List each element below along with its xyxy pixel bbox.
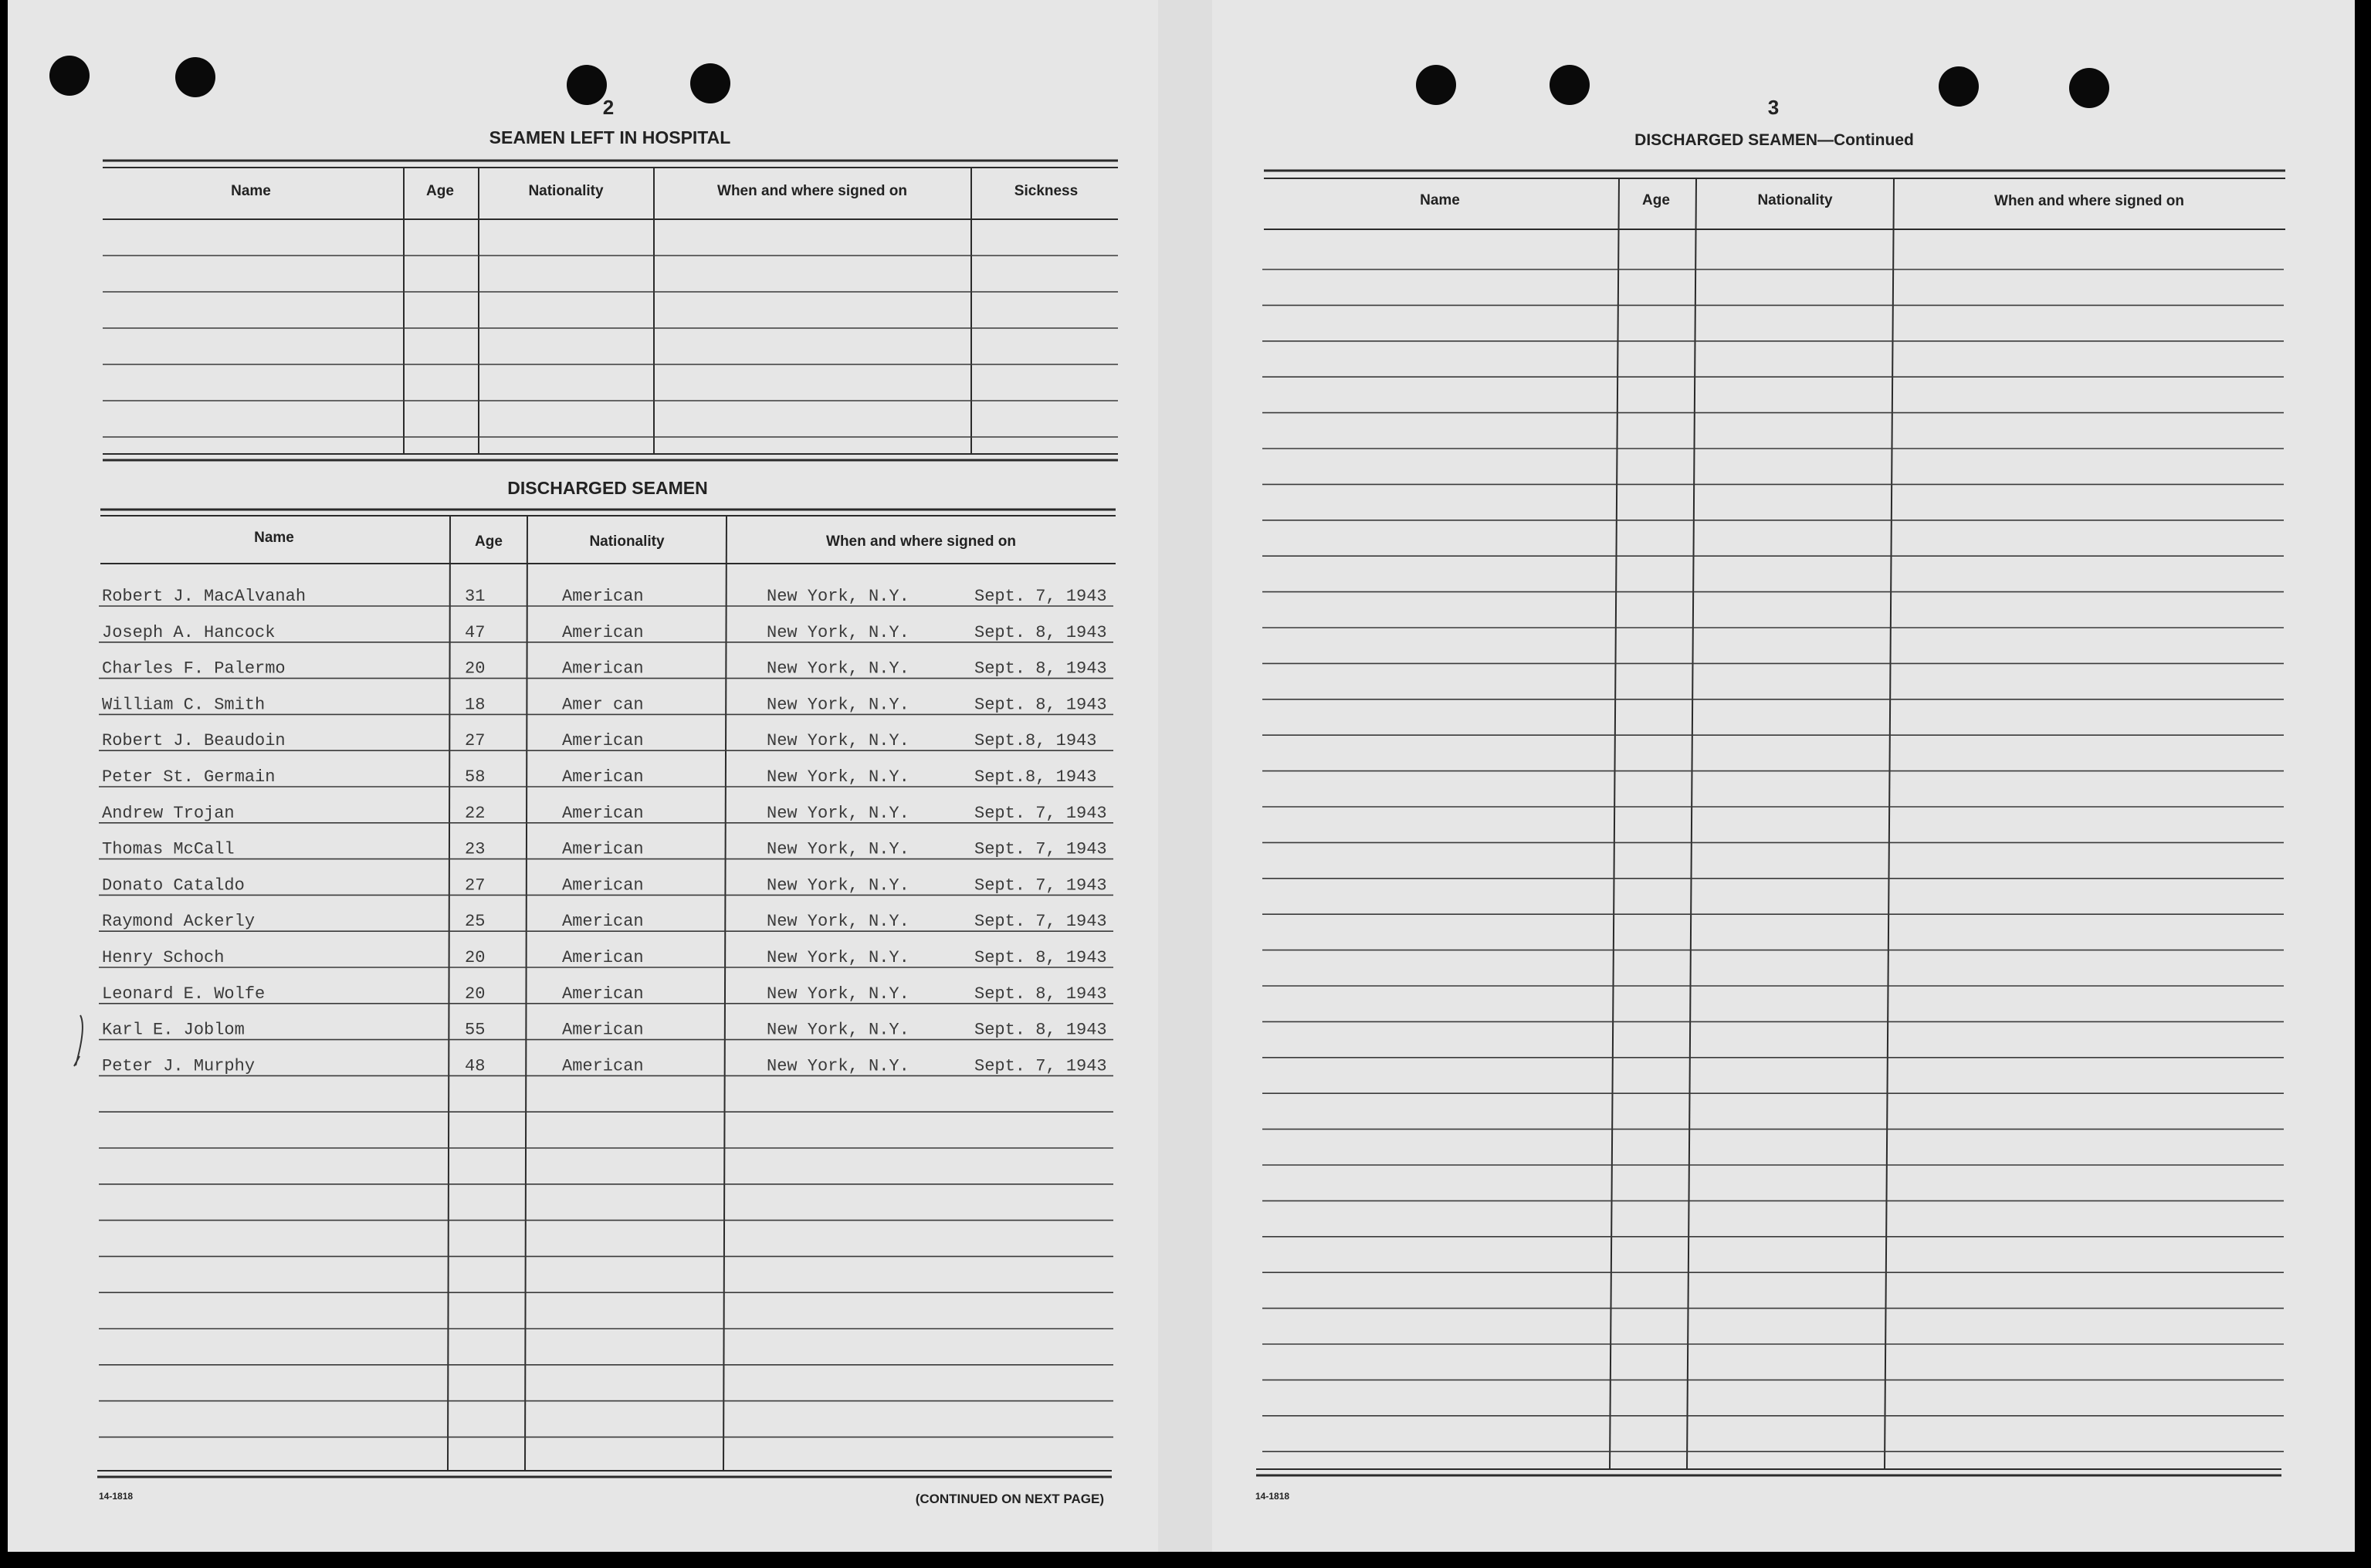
seaman-name: William C. Smith bbox=[102, 695, 266, 715]
continued-section-title: DISCHARGED SEAMEN—Continued bbox=[1634, 131, 1914, 149]
seaman-age: 31 bbox=[465, 587, 486, 606]
signed-on-date: Sept.8, 1943 bbox=[974, 767, 1097, 787]
signed-on-date: Sept. 8, 1943 bbox=[974, 695, 1107, 715]
column-header-name: Name bbox=[1420, 192, 1460, 208]
punch-hole bbox=[1416, 65, 1456, 105]
signed-on-date: Sept. 7, 1943 bbox=[974, 1056, 1107, 1076]
signed-on-place: New York, N.Y. bbox=[767, 1056, 909, 1076]
column-header-age: Age bbox=[1642, 192, 1670, 208]
seaman-name: Robert J. MacAlvanah bbox=[102, 587, 307, 606]
seaman-age: 27 bbox=[465, 875, 486, 896]
seaman-nationality: American bbox=[562, 839, 644, 859]
seaman-name: Andrew Trojan bbox=[102, 803, 235, 823]
hospital-section-title: SEAMEN LEFT IN HOSPITAL bbox=[489, 127, 731, 147]
seaman-name: Raymond Ackerly bbox=[102, 912, 256, 932]
seaman-age: 20 bbox=[465, 948, 486, 967]
seaman-name: Charles F. Palermo bbox=[102, 659, 286, 679]
seaman-nationality: American bbox=[562, 767, 644, 787]
signed-on-place: New York, N.Y. bbox=[767, 587, 909, 606]
column-header-sickness: Sickness bbox=[1014, 183, 1079, 199]
seaman-nationality: American bbox=[562, 912, 644, 932]
seaman-nationality: American bbox=[562, 948, 644, 967]
column-header-when-where: When and where signed on bbox=[717, 183, 907, 199]
signed-on-place: New York, N.Y. bbox=[767, 875, 909, 896]
seaman-age: 20 bbox=[465, 659, 486, 679]
seaman-nationality: American bbox=[562, 659, 644, 679]
seaman-nationality: American bbox=[562, 875, 644, 896]
punch-hole bbox=[2069, 68, 2109, 108]
punch-hole bbox=[1550, 65, 1590, 105]
signed-on-place: New York, N.Y. bbox=[767, 803, 909, 823]
page-fold-shadow bbox=[1158, 0, 1212, 1552]
discharged-section-title: DISCHARGED SEAMEN bbox=[507, 478, 708, 498]
signed-on-place: New York, N.Y. bbox=[767, 659, 909, 679]
seaman-age: 18 bbox=[465, 695, 486, 715]
signed-on-date: Sept. 7, 1943 bbox=[974, 839, 1107, 859]
seaman-age: 20 bbox=[465, 984, 486, 1004]
column-header-age: Age bbox=[426, 183, 454, 199]
seaman-nationality: American bbox=[562, 803, 644, 823]
signed-on-place: New York, N.Y. bbox=[767, 622, 909, 642]
signed-on-place: New York, N.Y. bbox=[767, 695, 909, 715]
signed-on-place: New York, N.Y. bbox=[767, 948, 909, 967]
seaman-nationality: American bbox=[562, 984, 644, 1004]
signed-on-place: New York, N.Y. bbox=[767, 912, 909, 932]
column-header-name: Name bbox=[254, 530, 294, 546]
seaman-age: 48 bbox=[465, 1056, 486, 1076]
seaman-nationality: American bbox=[562, 1020, 644, 1040]
punch-hole bbox=[49, 56, 90, 96]
signed-on-date: Sept. 8, 1943 bbox=[974, 1020, 1107, 1040]
seaman-age: 55 bbox=[465, 1020, 486, 1040]
seaman-nationality: Amer can bbox=[562, 695, 644, 715]
signed-on-place: New York, N.Y. bbox=[767, 839, 909, 859]
column-header-nationality: Nationality bbox=[528, 183, 604, 199]
signed-on-date: Sept. 7, 1943 bbox=[974, 875, 1107, 896]
seaman-nationality: American bbox=[562, 1056, 644, 1076]
seaman-name: Leonard E. Wolfe bbox=[102, 984, 266, 1004]
seaman-name: Robert J. Beaudoin bbox=[102, 731, 286, 751]
form-number: 14-1818 bbox=[1255, 1491, 1290, 1502]
page-number: 2 bbox=[602, 96, 615, 119]
seaman-name: Joseph A. Hancock bbox=[102, 622, 276, 642]
seaman-nationality: American bbox=[562, 622, 644, 642]
seaman-age: 22 bbox=[465, 803, 486, 823]
seaman-age: 23 bbox=[465, 839, 486, 859]
seaman-name: Peter J. Murphy bbox=[102, 1056, 256, 1076]
form-number: 14-1818 bbox=[99, 1491, 134, 1502]
seaman-name: Karl E. Joblom bbox=[102, 1020, 245, 1040]
continued-note: (CONTINUED ON NEXT PAGE) bbox=[915, 1492, 1104, 1506]
column-header-age: Age bbox=[475, 533, 503, 550]
signed-on-place: New York, N.Y. bbox=[767, 731, 909, 751]
seaman-age: 25 bbox=[465, 912, 486, 932]
column-header-when-where: When and where signed on bbox=[826, 533, 1016, 550]
seaman-age: 27 bbox=[465, 731, 486, 751]
signed-on-date: Sept. 7, 1943 bbox=[974, 912, 1107, 932]
seaman-nationality: American bbox=[562, 731, 644, 751]
signed-on-place: New York, N.Y. bbox=[767, 984, 909, 1004]
signed-on-date: Sept.8, 1943 bbox=[974, 731, 1097, 751]
signed-on-date: Sept. 7, 1943 bbox=[974, 587, 1107, 606]
signed-on-place: New York, N.Y. bbox=[767, 1020, 909, 1040]
seaman-name: Donato Cataldo bbox=[102, 875, 245, 896]
column-header-nationality: Nationality bbox=[589, 533, 665, 550]
column-header-name: Name bbox=[231, 183, 271, 199]
punch-hole bbox=[567, 65, 607, 105]
punch-hole bbox=[690, 63, 730, 103]
signed-on-place: New York, N.Y. bbox=[767, 767, 909, 787]
column-header-when-where: When and where signed on bbox=[1994, 193, 2184, 209]
page-number: 3 bbox=[1767, 96, 1780, 119]
seaman-age: 58 bbox=[465, 767, 486, 787]
seaman-age: 47 bbox=[465, 622, 486, 642]
signed-on-date: Sept. 8, 1943 bbox=[974, 984, 1107, 1004]
column-header-nationality: Nationality bbox=[1757, 192, 1833, 208]
signed-on-date: Sept. 8, 1943 bbox=[974, 948, 1107, 967]
punch-hole bbox=[175, 57, 215, 97]
seaman-name: Henry Schoch bbox=[102, 948, 225, 967]
punch-hole bbox=[1939, 66, 1979, 107]
seaman-nationality: American bbox=[562, 587, 644, 606]
signed-on-date: Sept. 8, 1943 bbox=[974, 622, 1107, 642]
signed-on-date: Sept. 8, 1943 bbox=[974, 659, 1107, 679]
seaman-name: Thomas McCall bbox=[102, 839, 235, 859]
seaman-name: Peter St. Germain bbox=[102, 767, 276, 787]
signed-on-date: Sept. 7, 1943 bbox=[974, 803, 1107, 823]
